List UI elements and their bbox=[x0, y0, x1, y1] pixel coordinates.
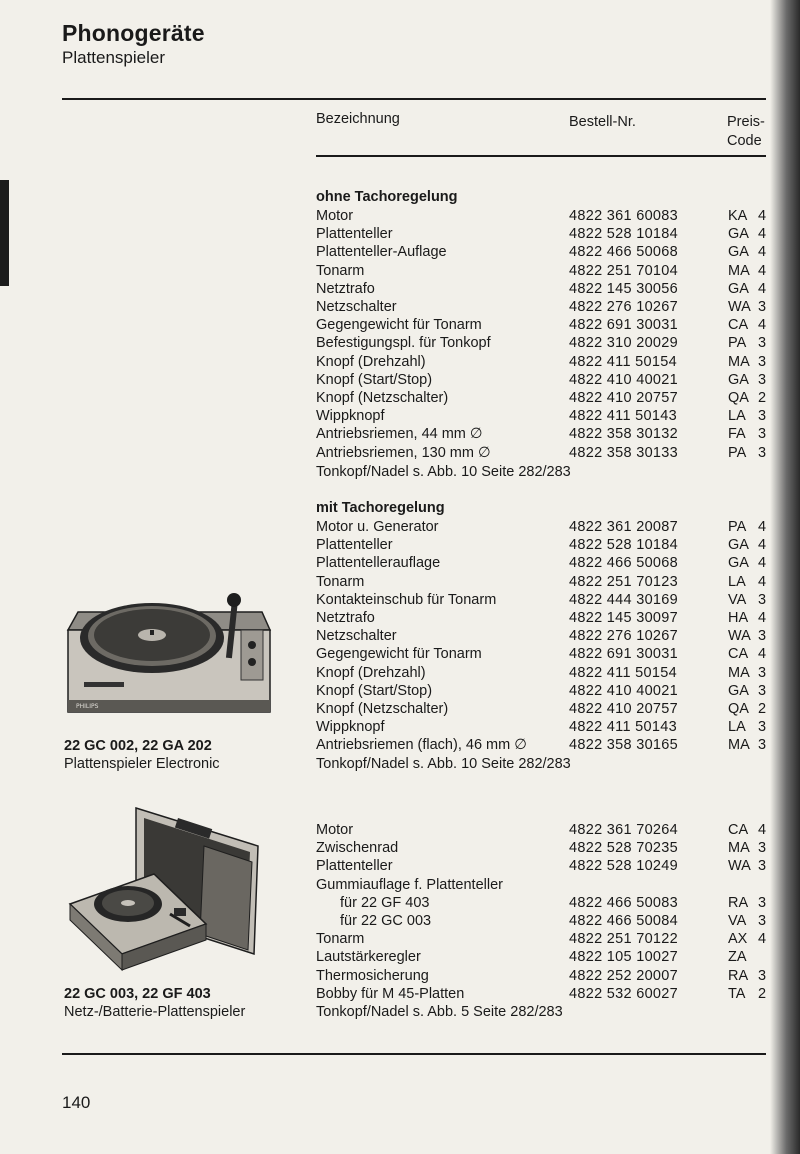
part-name: Knopf (Drehzahl) bbox=[316, 353, 426, 370]
column-header-preiscode-line2: Code bbox=[727, 133, 762, 149]
part-row bbox=[316, 664, 786, 682]
part-number: 4822 532 60027 bbox=[569, 985, 679, 1002]
part-name: Plattenteller bbox=[316, 226, 393, 243]
price-code: RA bbox=[728, 894, 749, 911]
price-code-digit: 3 bbox=[758, 737, 767, 754]
part-name: Knopf (Start/Stop) bbox=[316, 682, 433, 699]
top-rule bbox=[62, 98, 766, 100]
part-number: 4822 310 20029 bbox=[569, 335, 679, 352]
part-name: Kontakteinschub für Tonarm bbox=[316, 591, 497, 608]
part-row bbox=[316, 554, 786, 572]
part-number: 4822 251 70123 bbox=[569, 573, 679, 590]
price-code-digit: 2 bbox=[758, 390, 767, 406]
product1-description: Plattenspieler Electronic bbox=[64, 756, 220, 772]
part-number: 4822 276 10267 bbox=[569, 628, 679, 645]
price-code-digit: 3 bbox=[758, 371, 767, 388]
part-number: 4822 691 30031 bbox=[569, 317, 679, 334]
part-number: 4822 410 40021 bbox=[569, 682, 679, 699]
price-code: GA bbox=[728, 682, 749, 699]
price-code: PA bbox=[728, 444, 747, 461]
part-row bbox=[316, 839, 786, 857]
price-code-digit: 4 bbox=[758, 573, 767, 590]
price-code: AX bbox=[728, 931, 748, 948]
part-row bbox=[316, 334, 786, 352]
part-name: Tonarm bbox=[316, 262, 365, 279]
column-header-preiscode bbox=[727, 113, 787, 151]
part-row bbox=[316, 262, 786, 280]
part-number: 4822 252 20007 bbox=[569, 967, 679, 984]
column-header-preiscode-line1: Preis- bbox=[727, 114, 765, 130]
price-code: CA bbox=[728, 646, 749, 663]
product1-model: 22 GC 002, 22 GA 202 bbox=[64, 738, 212, 754]
part-name: Netztrafo bbox=[316, 610, 375, 626]
header-rule bbox=[316, 155, 766, 157]
part-row bbox=[316, 207, 786, 225]
part-row bbox=[316, 718, 786, 736]
part-number: 4822 276 10267 bbox=[569, 299, 679, 315]
part-name: Tonarm bbox=[316, 931, 365, 948]
price-code: KA bbox=[728, 208, 748, 224]
part-name: Knopf (Start/Stop) bbox=[316, 371, 433, 388]
price-code-digit: 2 bbox=[758, 701, 767, 717]
section-title-mit-tachoregelung: mit Tachoregelung bbox=[316, 500, 445, 516]
page-subtitle: Plattenspieler bbox=[62, 48, 166, 67]
part-name: Knopf (Netzschalter) bbox=[316, 701, 449, 717]
part-name: Plattenteller bbox=[316, 537, 393, 554]
price-code: GA bbox=[728, 371, 749, 388]
part-row bbox=[316, 316, 786, 334]
part-name: Knopf (Drehzahl) bbox=[316, 664, 426, 681]
part-row bbox=[316, 407, 786, 425]
part-number: 4822 361 60083 bbox=[569, 208, 679, 224]
part-number: 4822 411 50154 bbox=[569, 664, 677, 681]
price-code: RA bbox=[728, 967, 749, 984]
part-number: 4822 358 30132 bbox=[569, 426, 679, 443]
part-name: Gummiauflage f. Plattenteller bbox=[316, 876, 503, 893]
part-name: Zwischenrad bbox=[316, 840, 399, 857]
part-number: 4822 410 40021 bbox=[569, 371, 679, 388]
part-row bbox=[316, 573, 786, 591]
price-code-digit: 3 bbox=[758, 840, 767, 857]
price-code: PA bbox=[728, 519, 747, 535]
price-code: GA bbox=[728, 226, 749, 243]
part-row bbox=[316, 280, 786, 298]
part-row bbox=[316, 930, 786, 948]
part-number: 4822 145 30056 bbox=[569, 280, 679, 297]
price-code-digit: 4 bbox=[758, 646, 767, 663]
part-name: Wippknopf bbox=[316, 719, 385, 736]
part-number: 4822 466 50068 bbox=[569, 244, 679, 261]
price-code-digit: 4 bbox=[758, 208, 767, 224]
price-code-digit: 3 bbox=[758, 591, 767, 608]
section2-note: Tonkopf/Nadel s. Abb. 10 Seite 282/283 bbox=[316, 756, 571, 772]
price-code-digit: 3 bbox=[758, 719, 767, 736]
part-number: 4822 358 30165 bbox=[569, 737, 679, 754]
bottom-rule bbox=[62, 1053, 766, 1055]
part-name: für 22 GC 003 bbox=[340, 913, 432, 929]
part-name: Motor bbox=[316, 208, 354, 224]
part-row bbox=[316, 627, 786, 645]
part-row bbox=[316, 876, 786, 894]
price-code: VA bbox=[728, 591, 747, 608]
part-row bbox=[316, 425, 786, 443]
price-code: WA bbox=[728, 628, 751, 645]
price-code: MA bbox=[728, 262, 750, 279]
part-row bbox=[316, 894, 786, 912]
column-header-bezeichnung: Bezeichnung bbox=[316, 111, 400, 127]
price-code-digit: 4 bbox=[758, 317, 767, 334]
part-number: 4822 528 10249 bbox=[569, 858, 679, 875]
price-code-digit: 4 bbox=[758, 931, 767, 948]
part-name: Netztrafo bbox=[316, 280, 375, 297]
part-row bbox=[316, 444, 786, 462]
price-code: MA bbox=[728, 664, 750, 681]
part-name: Netzschalter bbox=[316, 628, 397, 645]
part-row bbox=[316, 536, 786, 554]
part-number: 4822 528 10184 bbox=[569, 537, 679, 554]
part-number: 4822 411 50154 bbox=[569, 353, 677, 370]
part-row bbox=[316, 645, 786, 663]
part-number: 4822 251 70122 bbox=[569, 931, 679, 948]
price-code: GA bbox=[728, 280, 749, 297]
price-code-digit: 2 bbox=[758, 985, 767, 1002]
part-number: 4822 444 30169 bbox=[569, 591, 679, 608]
price-code: CA bbox=[728, 822, 749, 838]
part-name: Lautstärkeregler bbox=[316, 949, 421, 966]
page-edge-tab bbox=[0, 180, 9, 286]
price-code-digit: 3 bbox=[758, 913, 767, 929]
part-row bbox=[316, 591, 786, 609]
part-name: Plattenteller bbox=[316, 858, 393, 875]
price-code-digit: 3 bbox=[758, 664, 767, 681]
page-title: Phonogeräte bbox=[62, 20, 205, 46]
price-code: ZA bbox=[728, 949, 747, 966]
price-code: GA bbox=[728, 555, 749, 572]
product2-description: Netz-/Batterie-Plattenspieler bbox=[64, 1004, 246, 1020]
price-code-digit: 4 bbox=[758, 262, 767, 279]
price-code-digit: 3 bbox=[758, 408, 767, 425]
part-name: Tonarm bbox=[316, 573, 365, 590]
price-code-digit: 4 bbox=[758, 280, 767, 297]
part-row bbox=[316, 985, 786, 1003]
part-row bbox=[316, 353, 786, 371]
price-code: WA bbox=[728, 858, 751, 875]
price-code: MA bbox=[728, 840, 750, 857]
price-code-digit: 4 bbox=[758, 610, 767, 626]
price-code-digit: 4 bbox=[758, 226, 767, 243]
part-number: 4822 105 10027 bbox=[569, 949, 679, 966]
price-code-digit: 3 bbox=[758, 682, 767, 699]
part-name: Antriebsriemen, 44 mm ∅ bbox=[316, 426, 483, 443]
portable-turntable-22gc003-illustration bbox=[66, 804, 262, 976]
page-number: 140 bbox=[62, 1093, 91, 1112]
part-name: Gegengewicht für Tonarm bbox=[316, 317, 482, 334]
part-row bbox=[316, 609, 786, 627]
price-code: WA bbox=[728, 299, 751, 315]
part-row bbox=[316, 225, 786, 243]
price-code-digit: 3 bbox=[758, 335, 767, 352]
part-number: 4822 411 50143 bbox=[569, 719, 677, 736]
part-row bbox=[316, 298, 786, 316]
price-code-digit: 3 bbox=[758, 858, 767, 875]
part-name: Motor bbox=[316, 822, 354, 838]
part-row bbox=[316, 912, 786, 930]
part-number: 4822 251 70104 bbox=[569, 262, 679, 279]
price-code-digit: 4 bbox=[758, 555, 767, 572]
part-name: Plattenteller-Auflage bbox=[316, 244, 447, 261]
section3-note: Tonkopf/Nadel s. Abb. 5 Seite 282/283 bbox=[316, 1004, 563, 1020]
part-name: Thermosicherung bbox=[316, 967, 429, 984]
price-code-digit: 4 bbox=[758, 537, 767, 554]
part-number: 4822 466 50083 bbox=[569, 894, 679, 911]
price-code: QA bbox=[728, 390, 749, 406]
price-code-digit: 3 bbox=[758, 426, 767, 443]
price-code-digit: 4 bbox=[758, 244, 767, 261]
part-name: Antriebsriemen, 130 mm ∅ bbox=[316, 444, 491, 461]
part-row bbox=[316, 371, 786, 389]
price-code: MA bbox=[728, 353, 750, 370]
price-code: PA bbox=[728, 335, 747, 352]
part-row bbox=[316, 967, 786, 985]
part-row bbox=[316, 948, 786, 966]
part-row bbox=[316, 389, 786, 407]
part-number: 4822 361 20087 bbox=[569, 519, 679, 535]
part-number: 4822 361 70264 bbox=[569, 822, 679, 838]
part-number: 4822 410 20757 bbox=[569, 390, 679, 406]
part-name: für 22 GF 403 bbox=[340, 894, 430, 911]
price-code: GA bbox=[728, 537, 749, 554]
price-code: FA bbox=[728, 426, 746, 443]
part-name: Wippknopf bbox=[316, 408, 385, 425]
price-code: MA bbox=[728, 737, 750, 754]
price-code: LA bbox=[728, 573, 746, 590]
price-code-digit: 3 bbox=[758, 894, 767, 911]
part-number: 4822 528 70235 bbox=[569, 840, 679, 857]
part-name: Knopf (Netzschalter) bbox=[316, 390, 449, 406]
part-number: 4822 466 50068 bbox=[569, 555, 679, 572]
part-number: 4822 691 30031 bbox=[569, 646, 679, 663]
part-name: Plattentellerauflage bbox=[316, 555, 441, 572]
part-row bbox=[316, 243, 786, 261]
price-code-digit: 4 bbox=[758, 822, 767, 838]
price-code-digit: 3 bbox=[758, 967, 767, 984]
part-row bbox=[316, 736, 786, 754]
part-row bbox=[316, 821, 786, 839]
turntable-22gc002-illustration bbox=[66, 590, 272, 714]
price-code: QA bbox=[728, 701, 749, 717]
price-code: HA bbox=[728, 610, 749, 626]
column-header-bestellnr: Bestell-Nr. bbox=[569, 114, 636, 130]
price-code-digit: 3 bbox=[758, 353, 767, 370]
part-name: Bobby für M 45-Platten bbox=[316, 985, 465, 1002]
part-number: 4822 145 30097 bbox=[569, 610, 679, 626]
part-name: Netzschalter bbox=[316, 299, 397, 315]
part-number: 4822 411 50143 bbox=[569, 408, 677, 425]
brand-logo: PHILIPS bbox=[76, 703, 99, 710]
part-row bbox=[316, 700, 786, 718]
part-name: Gegengewicht für Tonarm bbox=[316, 646, 482, 663]
section-title-ohne-tachoregelung: ohne Tachoregelung bbox=[316, 189, 458, 205]
price-code: CA bbox=[728, 317, 749, 334]
price-code-digit: 3 bbox=[758, 299, 767, 315]
part-number: 4822 528 10184 bbox=[569, 226, 679, 243]
price-code-digit: 4 bbox=[758, 519, 767, 535]
part-row bbox=[316, 682, 786, 700]
price-code: LA bbox=[728, 719, 746, 736]
price-code-digit: 3 bbox=[758, 628, 767, 645]
part-name: Motor u. Generator bbox=[316, 519, 439, 535]
part-number: 4822 358 30133 bbox=[569, 444, 679, 461]
price-code: VA bbox=[728, 913, 747, 929]
part-row bbox=[316, 857, 786, 875]
price-code-digit: 3 bbox=[758, 444, 767, 461]
price-code: GA bbox=[728, 244, 749, 261]
part-name: Antriebsriemen (flach), 46 mm ∅ bbox=[316, 737, 527, 754]
part-name: Befestigungspl. für Tonkopf bbox=[316, 335, 491, 352]
product2-model: 22 GC 003, 22 GF 403 bbox=[64, 986, 211, 1002]
section1-note: Tonkopf/Nadel s. Abb. 10 Seite 282/283 bbox=[316, 464, 571, 480]
part-row bbox=[316, 518, 786, 536]
part-number: 4822 466 50084 bbox=[569, 913, 679, 929]
part-number: 4822 410 20757 bbox=[569, 701, 679, 717]
price-code: LA bbox=[728, 408, 746, 425]
price-code: TA bbox=[728, 985, 746, 1002]
